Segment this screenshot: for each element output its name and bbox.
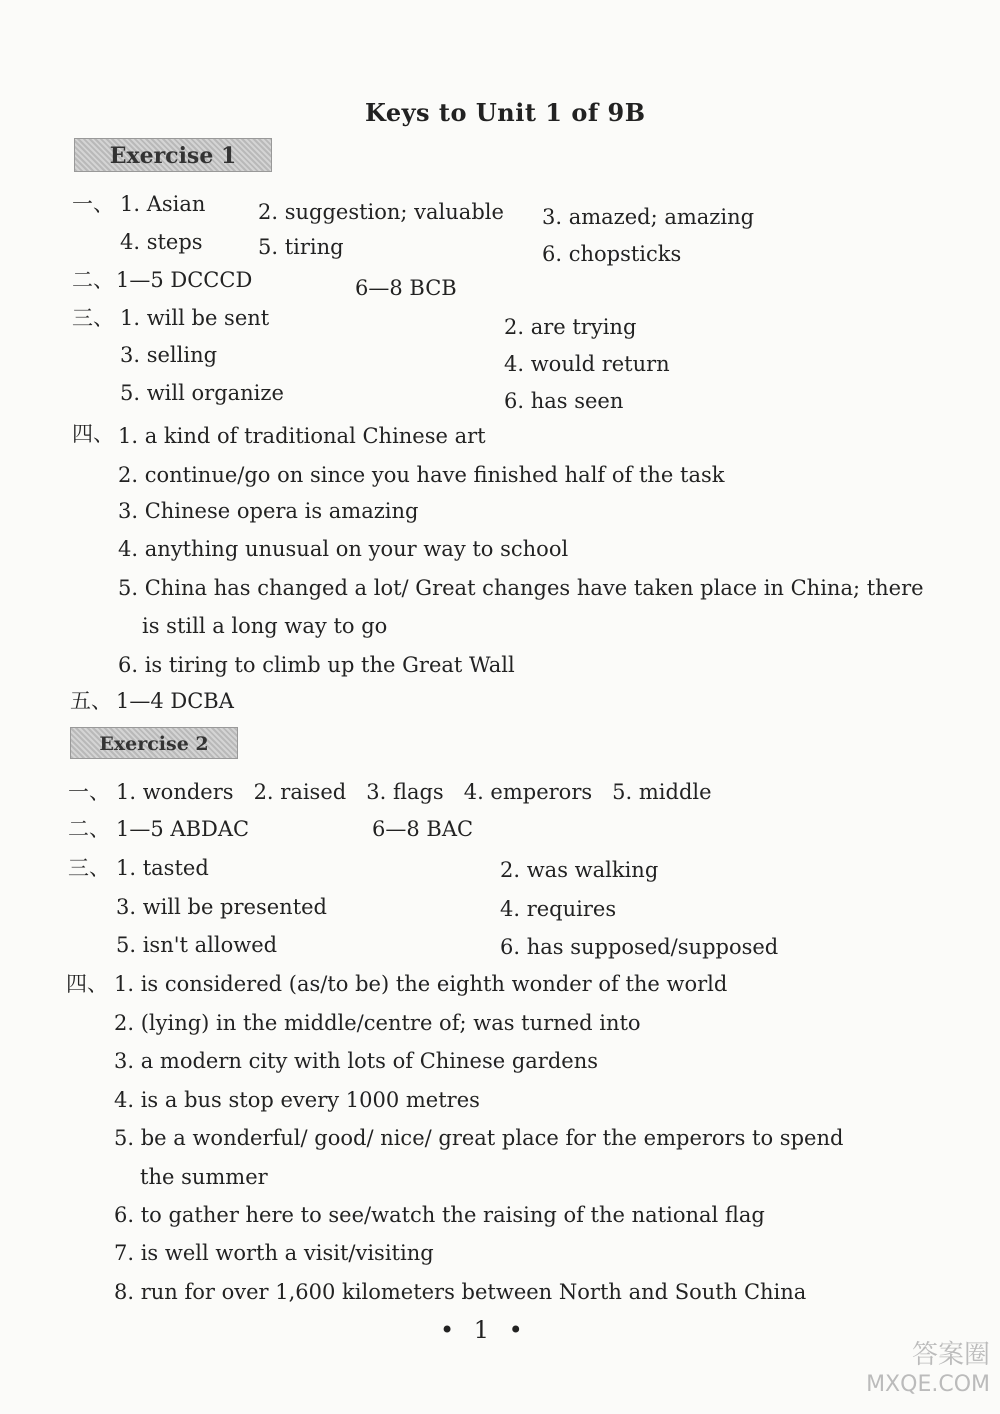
ex1-sec4-item: 3. Chinese opera is amazing (118, 499, 419, 523)
ex1-sec1-item: 3. amazed; amazing (542, 205, 755, 229)
ex1-sec3-item: 1. will be sent (120, 306, 270, 330)
ex1-sec4-item: 5. China has changed a lot/ Great changes have taken place in China; there (118, 576, 924, 600)
ex1-sec1-item: 5. tiring (258, 235, 344, 259)
ex2-sec4-item: 3. a modern city with lots of Chinese gardens (114, 1049, 599, 1073)
ex2-sec4-item: 4. is a bus stop every 1000 metres (114, 1088, 480, 1112)
ex2-sec3-item: 6. has supposed/supposed (500, 935, 779, 959)
ex1-sec3-item: 5. will organize (120, 381, 284, 405)
exercise-2-badge: Exercise 2 (70, 727, 238, 759)
ex1-sec2-a: 1—5 DCCCD (116, 268, 253, 292)
ex2-sec4-item: 6. to gather here to see/watch the raising of the national flag (114, 1203, 765, 1227)
ex1-sec4-item: 1. a kind of traditional Chinese art (118, 424, 486, 448)
ex1-sec1-item: 1. Asian (120, 192, 206, 216)
ex1-sec2-b: 6—8 BCB (355, 276, 457, 300)
ex2-sec2-a: 1—5 ABDAC (116, 817, 250, 841)
ex2-sec3-item: 1. tasted (116, 856, 209, 880)
ex1-sec5-marker: 五、 (70, 689, 112, 713)
ex1-sec4-item: 6. is tiring to climb up the Great Wall (118, 653, 515, 677)
ex2-sec4-item: 7. is well worth a visit/visiting (114, 1241, 434, 1265)
ex2-sec3-item: 2. was walking (500, 858, 659, 882)
ex2-sec4-item-cont: the summer (140, 1165, 268, 1189)
ex1-sec1-item: 6. chopsticks (542, 242, 682, 266)
watermark-logo (810, 1340, 990, 1410)
ex1-sec1-item: 4. steps (120, 230, 203, 254)
ex2-sec4-item: 2. (lying) in the middle/centre of; was turned into (114, 1011, 641, 1035)
ex1-sec3-item: 2. are trying (504, 315, 637, 339)
ex2-sec4-marker: 四、 (66, 972, 108, 996)
ex1-sec5-text: 1—4 DCBA (116, 689, 234, 713)
ex1-sec3-item: 4. would return (504, 352, 670, 376)
ex1-sec3-marker: 三、 (72, 306, 114, 330)
ex1-sec1-marker: 一、 (72, 192, 114, 216)
ex1-sec1-item: 2. suggestion; valuable (258, 200, 504, 224)
ex1-sec4-item-cont: is still a long way to go (142, 614, 388, 638)
ex2-sec4-item: 1. is considered (as/to be) the eighth wonder of the world (114, 972, 728, 996)
ex2-sec4-item: 5. be a wonderful/ good/ nice/ great place for the emperors to spend (114, 1126, 844, 1150)
ex2-sec3-item: 4. requires (500, 897, 617, 921)
ex2-sec2-b: 6—8 BAC (372, 817, 474, 841)
ex1-sec4-item: 4. anything unusual on your way to school (118, 537, 569, 561)
ex2-sec3-item: 5. isn't allowed (116, 933, 278, 957)
ex1-sec4-item: 2. continue/go on since you have finished half of the task (118, 463, 725, 487)
ex2-sec3-marker: 三、 (68, 856, 110, 880)
ex2-sec4-item: 8. run for over 1,600 kilometers between North and South China (114, 1280, 807, 1304)
ex1-sec4-marker: 四、 (72, 422, 114, 446)
ex1-sec3-item: 6. has seen (504, 389, 624, 413)
ex1-sec3-item: 3. selling (120, 343, 218, 367)
watermark-line2: MXQE.COM (866, 1372, 990, 1397)
ex2-sec1-text: 1. wonders 2. raised 3. flags 4. emperors 5. middle (116, 780, 712, 804)
watermark-line1: 答案圈 (911, 1340, 990, 1370)
page-number: • 1 • (440, 1316, 529, 1344)
exercise-1-badge: Exercise 1 (74, 138, 272, 172)
ex2-sec3-item: 3. will be presented (116, 895, 328, 919)
page-title: Keys to Unit 1 of 9B (365, 98, 646, 127)
ex2-sec2-marker: 二、 (68, 817, 110, 841)
ex1-sec2-marker: 二、 (72, 268, 114, 292)
ex2-sec1-marker: 一、 (68, 780, 110, 804)
